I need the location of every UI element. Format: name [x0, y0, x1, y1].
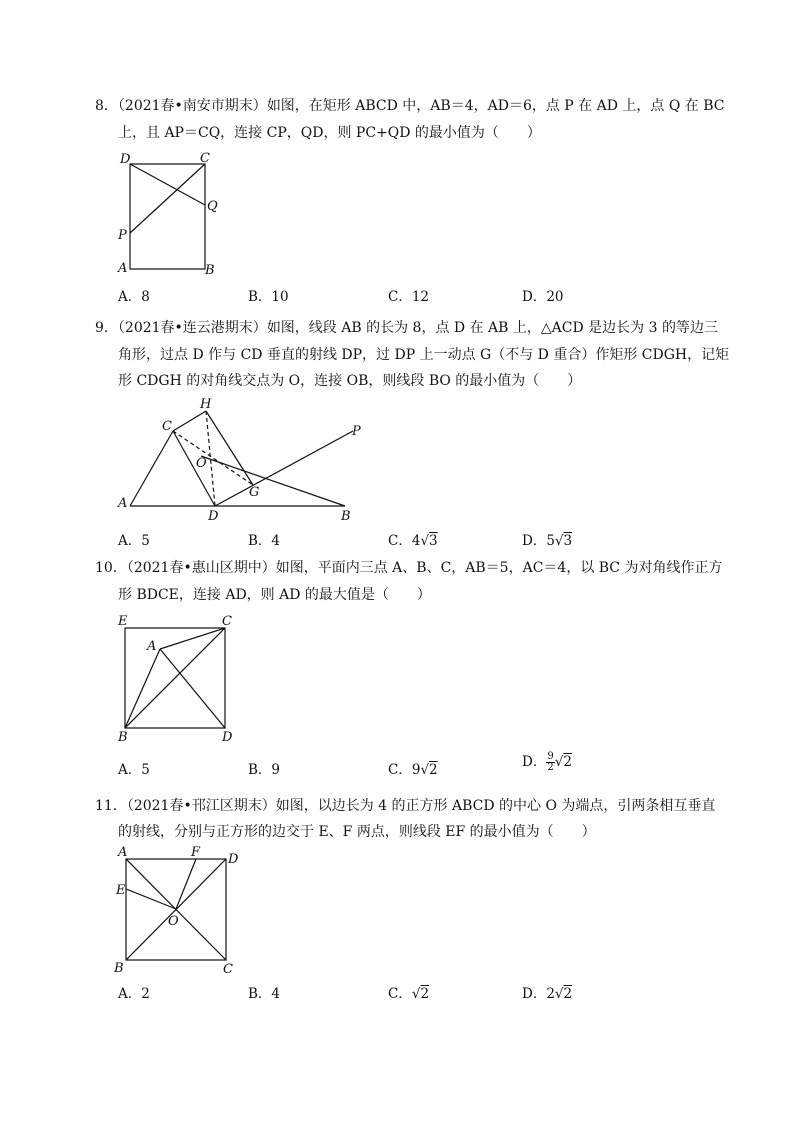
q8-text-1: 如图，在矩形 ABCD 中，AB＝4，AD＝6，点 P 在 AD 上，点 Q 在 BC [266, 98, 725, 114]
q11-line-1 [95, 796, 715, 816]
q9-line-3 [118, 371, 581, 391]
q11-figure [110, 845, 245, 980]
q10-segment-AB [125, 649, 160, 728]
q10-option-d[interactable]: D． $\frac{9}{2}$ √2 [522, 751, 572, 773]
q9-source: （2021春•连云港期末） [117, 320, 267, 336]
q10-option-c[interactable]: C．9√2 [388, 762, 438, 778]
q9-segment-HG [206, 411, 253, 485]
q9-label-A: A [118, 496, 128, 511]
q10-diagonal-BC [125, 628, 225, 728]
q9-label-H: H [200, 397, 212, 412]
q10-label-B: B [118, 730, 128, 745]
q9-segment-OB [201, 456, 345, 506]
q9-label-B: B [341, 509, 351, 524]
q8-option-a[interactable]: A．8 [118, 289, 150, 305]
q10-line-1 [95, 558, 722, 578]
q11-text-1: 如图，以边长为 4 的正方形 ABCD 的中心 O 为端点，引两条相互垂直 [275, 798, 716, 814]
q8-label-B: B [205, 263, 215, 278]
q10-option-a[interactable]: A．5 [118, 762, 150, 778]
q8-label-Q: Q [207, 199, 218, 214]
q8-option-d[interactable]: D．20 [522, 289, 564, 305]
q11-label-C: C [223, 962, 233, 977]
q10-text-1: 如图，平面内三点 A、B、C，AB＝5，AC＝4，以 BC 为对角线作正方 [275, 560, 723, 576]
q10-option-b[interactable]: B．9 [248, 762, 281, 778]
q8-option-c[interactable]: C．12 [388, 289, 430, 305]
q11-number: 11． [95, 798, 127, 814]
q9-option-b[interactable]: B．4 [248, 533, 281, 549]
q11-label-E: E [116, 883, 126, 898]
q10-label-A: A [147, 639, 157, 654]
q11-label-D: D [228, 852, 239, 867]
q11-text-2: 的射线，分别与正方形的边交于 E、F 两点，则线段 EF 的最小值为（ ） [118, 824, 596, 840]
q8-rectangle [130, 164, 205, 269]
q10-figure [110, 612, 240, 747]
q8-line-2 [118, 123, 541, 143]
q9-segment-CH [173, 411, 206, 431]
q11-line-2 [118, 822, 596, 842]
q9-text-3: 形 CDGH 的对角线交点为 O，连接 OB，则线段 BO 的最小值为（ ） [118, 373, 582, 389]
q9-label-P: P [352, 424, 361, 439]
q11-ray-OF [176, 859, 196, 909]
q11-option-b[interactable]: B．4 [248, 986, 281, 1002]
q9-option-c[interactable]: C．4√3 [388, 533, 438, 549]
q8-label-C: C [200, 151, 210, 166]
q10-text-2: 形 BDCE，连接 AD，则 AD 的最大值是（ ） [118, 587, 431, 603]
q9-option-a[interactable]: A．5 [118, 533, 150, 549]
q8-text-2: 上，且 AP＝CQ，连接 CP，QD，则 PC+QD 的最小值为（ ） [118, 125, 541, 141]
q10-source: （2021春•惠山区期中） [126, 560, 276, 576]
q11-source: （2021春•邗江区期末） [126, 798, 276, 814]
q8-label-D: D [120, 152, 131, 167]
q9-figure [110, 395, 380, 525]
q9-segment-AC [130, 431, 173, 506]
q11-label-F: F [191, 845, 201, 860]
q11-option-a[interactable]: A．2 [118, 986, 150, 1002]
q9-label-G: G [249, 485, 260, 500]
q10-label-E: E [118, 614, 128, 629]
q11-label-B: B [114, 961, 124, 976]
q9-text-2: 角形，过点 D 作与 CD 垂直的射线 DP，过 DP 上一动点 G（不与 D 重合）作矩形 CDGH，记矩 [118, 347, 730, 363]
q9-label-C: C [162, 419, 172, 434]
q11-label-O: O [168, 914, 179, 929]
q8-number: 8． [95, 98, 118, 114]
q8-line-1 [95, 96, 725, 116]
q11-label-A: A [118, 845, 128, 860]
q9-label-D: D [208, 509, 219, 524]
q9-line-1 [95, 318, 718, 338]
q10-label-D: D [222, 730, 233, 745]
q9-option-d[interactable]: D．5√3 [522, 533, 573, 549]
q8-figure [110, 148, 230, 278]
q9-number: 9． [95, 320, 118, 336]
q8-source: （2021春•南安市期末） [117, 98, 267, 114]
q10-line-2 [118, 585, 431, 605]
q11-option-d[interactable]: D．2√2 [522, 986, 573, 1002]
q9-label-O: O [196, 456, 207, 471]
q8-option-b[interactable]: B．10 [248, 289, 289, 305]
q8-label-A: A [118, 261, 128, 276]
q9-text-1: 如图，线段 AB 的长为 8，点 D 在 AB 上，△ACD 是边长为 3 的等边三 [266, 320, 718, 336]
q10-number: 10． [95, 560, 127, 576]
q11-ray-OE [126, 889, 176, 909]
q11-option-c[interactable]: C．√2 [388, 986, 430, 1002]
q9-diagonal-CG [173, 431, 253, 485]
q8-label-P: P [118, 228, 127, 243]
q9-line-2 [118, 345, 729, 365]
q10-label-C: C [222, 614, 232, 629]
